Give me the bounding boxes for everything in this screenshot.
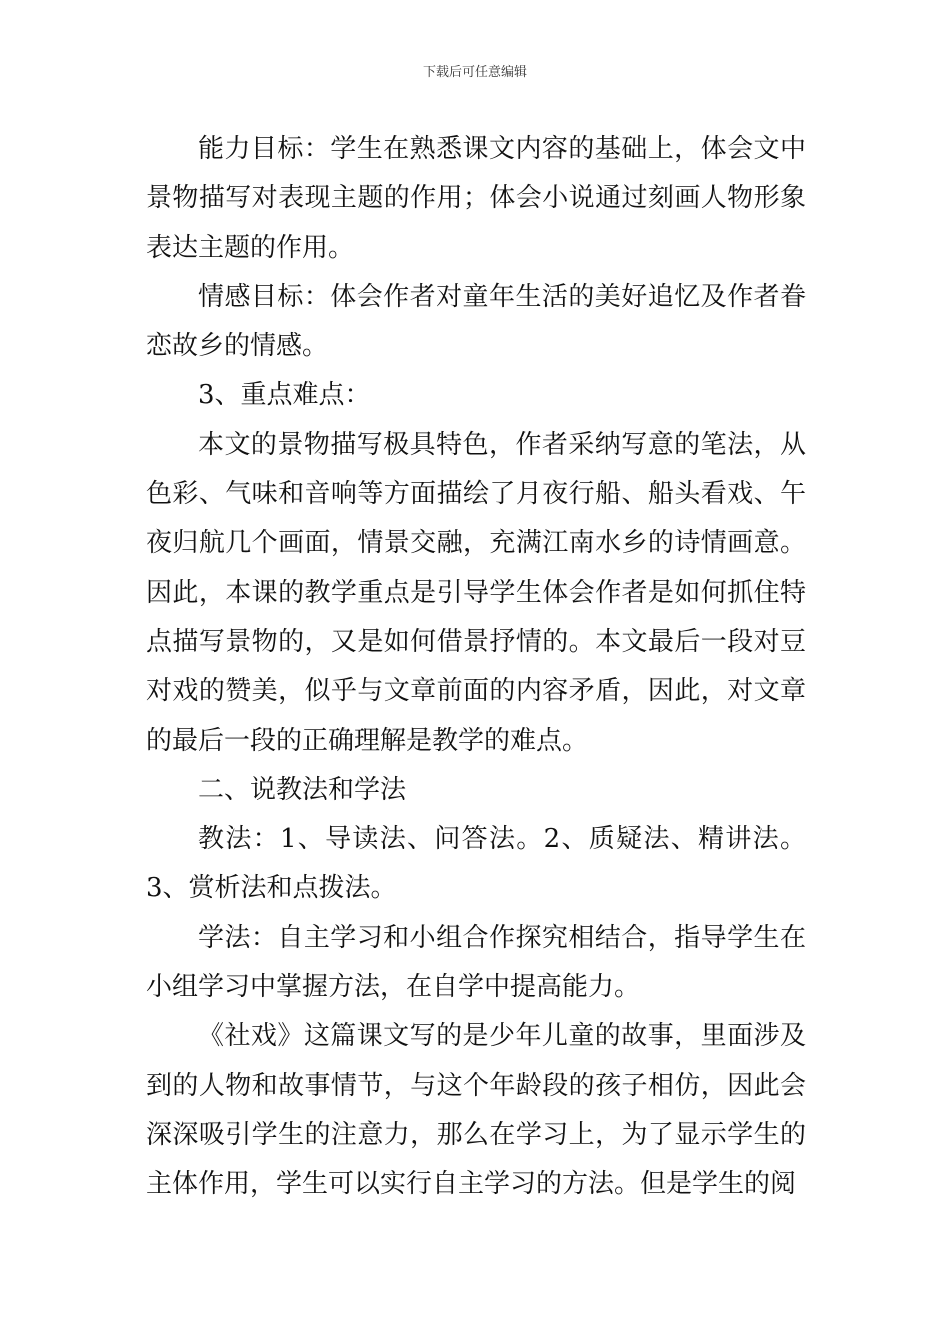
- paragraph-ability-goal: 能力目标：学生在熟悉课文内容的基础上，体会文中景物描写对表现主题的作用；体会小说通过刻画人物形象表达主题的作用。: [146, 134, 806, 263]
- paragraph-teaching-methods: 教法：1、导读法、问答法。2、质疑法、精讲法。3、赏析法和点拨法。: [146, 824, 806, 904]
- paragraph-key-points: 本文的景物描写极具特色，作者采纳写意的笔法，从色彩、气味和音响等方面描绘了月夜行船、船头看戏、午夜归航几个画面，情景交融，充满江南水乡的诗情画意。因此，本课的教学重点是引导学生体会作者是如何抓住特点描写景物的，又是如何借景抒情的。本文最后一段对豆对戏的赞美，似乎与文章前面的内容矛盾，因此，对文章的最后一段的正确理解是教学的难点。: [146, 429, 806, 756]
- document-body: [146, 125, 806, 1210]
- paragraph-learning-methods: 学法：自主学习和小组合作探究相结合，指导学生在小组学习中掌握方法，在自学中提高能力。: [146, 922, 806, 1003]
- page-header: 下载后可任意编辑: [422, 65, 527, 80]
- paragraph-shexi: 《社戏》这篇课文写的是少年儿童的故事，里面涉及到的人物和故事情节，与这个年龄段的孩子相仿，因此会深深吸引学生的注意力，那么在学习上，为了显示学生的主体作用，学生可以实行自主学习的方法。但是学生的阅: [146, 1021, 806, 1200]
- paragraph-key-points-heading: 3、重点难点：: [198, 380, 371, 411]
- paragraph-emotion-goal: 情感目标：体会作者对童年生活的美好追忆及作者眷恋故乡的情感。: [146, 281, 806, 362]
- paragraph-methods-heading: 二、说教法和学法: [198, 774, 407, 805]
